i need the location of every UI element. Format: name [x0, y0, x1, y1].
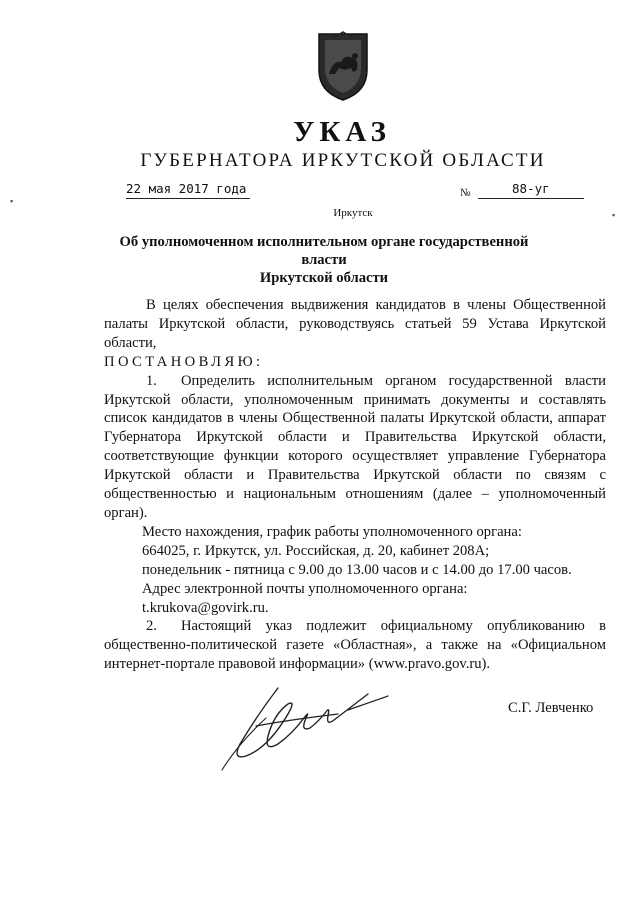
schedule-line: понедельник - пятница с 9.00 до 13.00 часов и с 14.00 до 17.00 часов. [142, 561, 572, 578]
address-line: 664025, г. Иркутск, ул. Российская, д. 20, кабинет 208А; [142, 542, 490, 559]
email-address: t.krukova@govirk.ru. [142, 599, 269, 616]
number-sign: № [460, 187, 471, 199]
decree-number: 88-уг [478, 181, 584, 199]
decree-body [104, 296, 606, 674]
margin-mark: ▪ [10, 196, 14, 206]
document-title: УКАЗ [293, 116, 391, 148]
signer-name: С.Г. Левченко [508, 700, 594, 716]
item-2-text: Настоящий указ подлежит официальному опубликованию в общественно-политической газете «Областная», а также на «Официальном интернет-портале правовой информации» (www.pravo.gov.ru). [104, 618, 606, 673]
heading-line-1: Об уполномоченном исполнительном органе государственной власти [119, 234, 529, 268]
handwritten-signature-icon [218, 674, 398, 774]
location-label: Место нахождения, график работы уполномоченного органа: [142, 523, 522, 540]
document-subtitle: ГУБЕРНАТОРА ИРКУТСКОЙ ОБЛАСТИ [140, 150, 546, 171]
heading-line-2: Иркутской области [259, 270, 389, 286]
item-2-number: 2. [146, 618, 157, 635]
decree-heading [104, 233, 544, 287]
decree-date: 22 мая 2017 года [126, 181, 250, 199]
margin-mark: ▪ [612, 210, 616, 220]
item-1-number: 1. [146, 372, 157, 389]
decree-word: ПОСТАНОВЛЯЮ: [104, 353, 264, 370]
email-label: Адрес электронной почты уполномоченного органа: [142, 580, 468, 597]
item-1-paragraph [104, 372, 606, 523]
item-1-text: Определить исполнительным органом государственной власти Иркутской области, уполномоченным принимать документы и составлять список кандидатов в члены Общественной палаты Иркутской области, аппарат Губернатора Иркутской области и Правительства Иркутской области, соответствующие функции которого осуществляет управление Губернатора Иркутской области и Правительства Иркутской области по связям с общественностью и национальным отношениям (далее – уполномоченный орган). [104, 372, 606, 521]
city-name: Иркутск [333, 207, 373, 219]
coat-of-arms-icon [315, 30, 371, 102]
preamble-paragraph: В целях обеспечения выдвижения кандидатов в члены Общественной палаты Иркутской области, руководствуясь статьей 59 Устава Иркутской области, [104, 297, 606, 351]
item-2-paragraph [104, 617, 606, 674]
